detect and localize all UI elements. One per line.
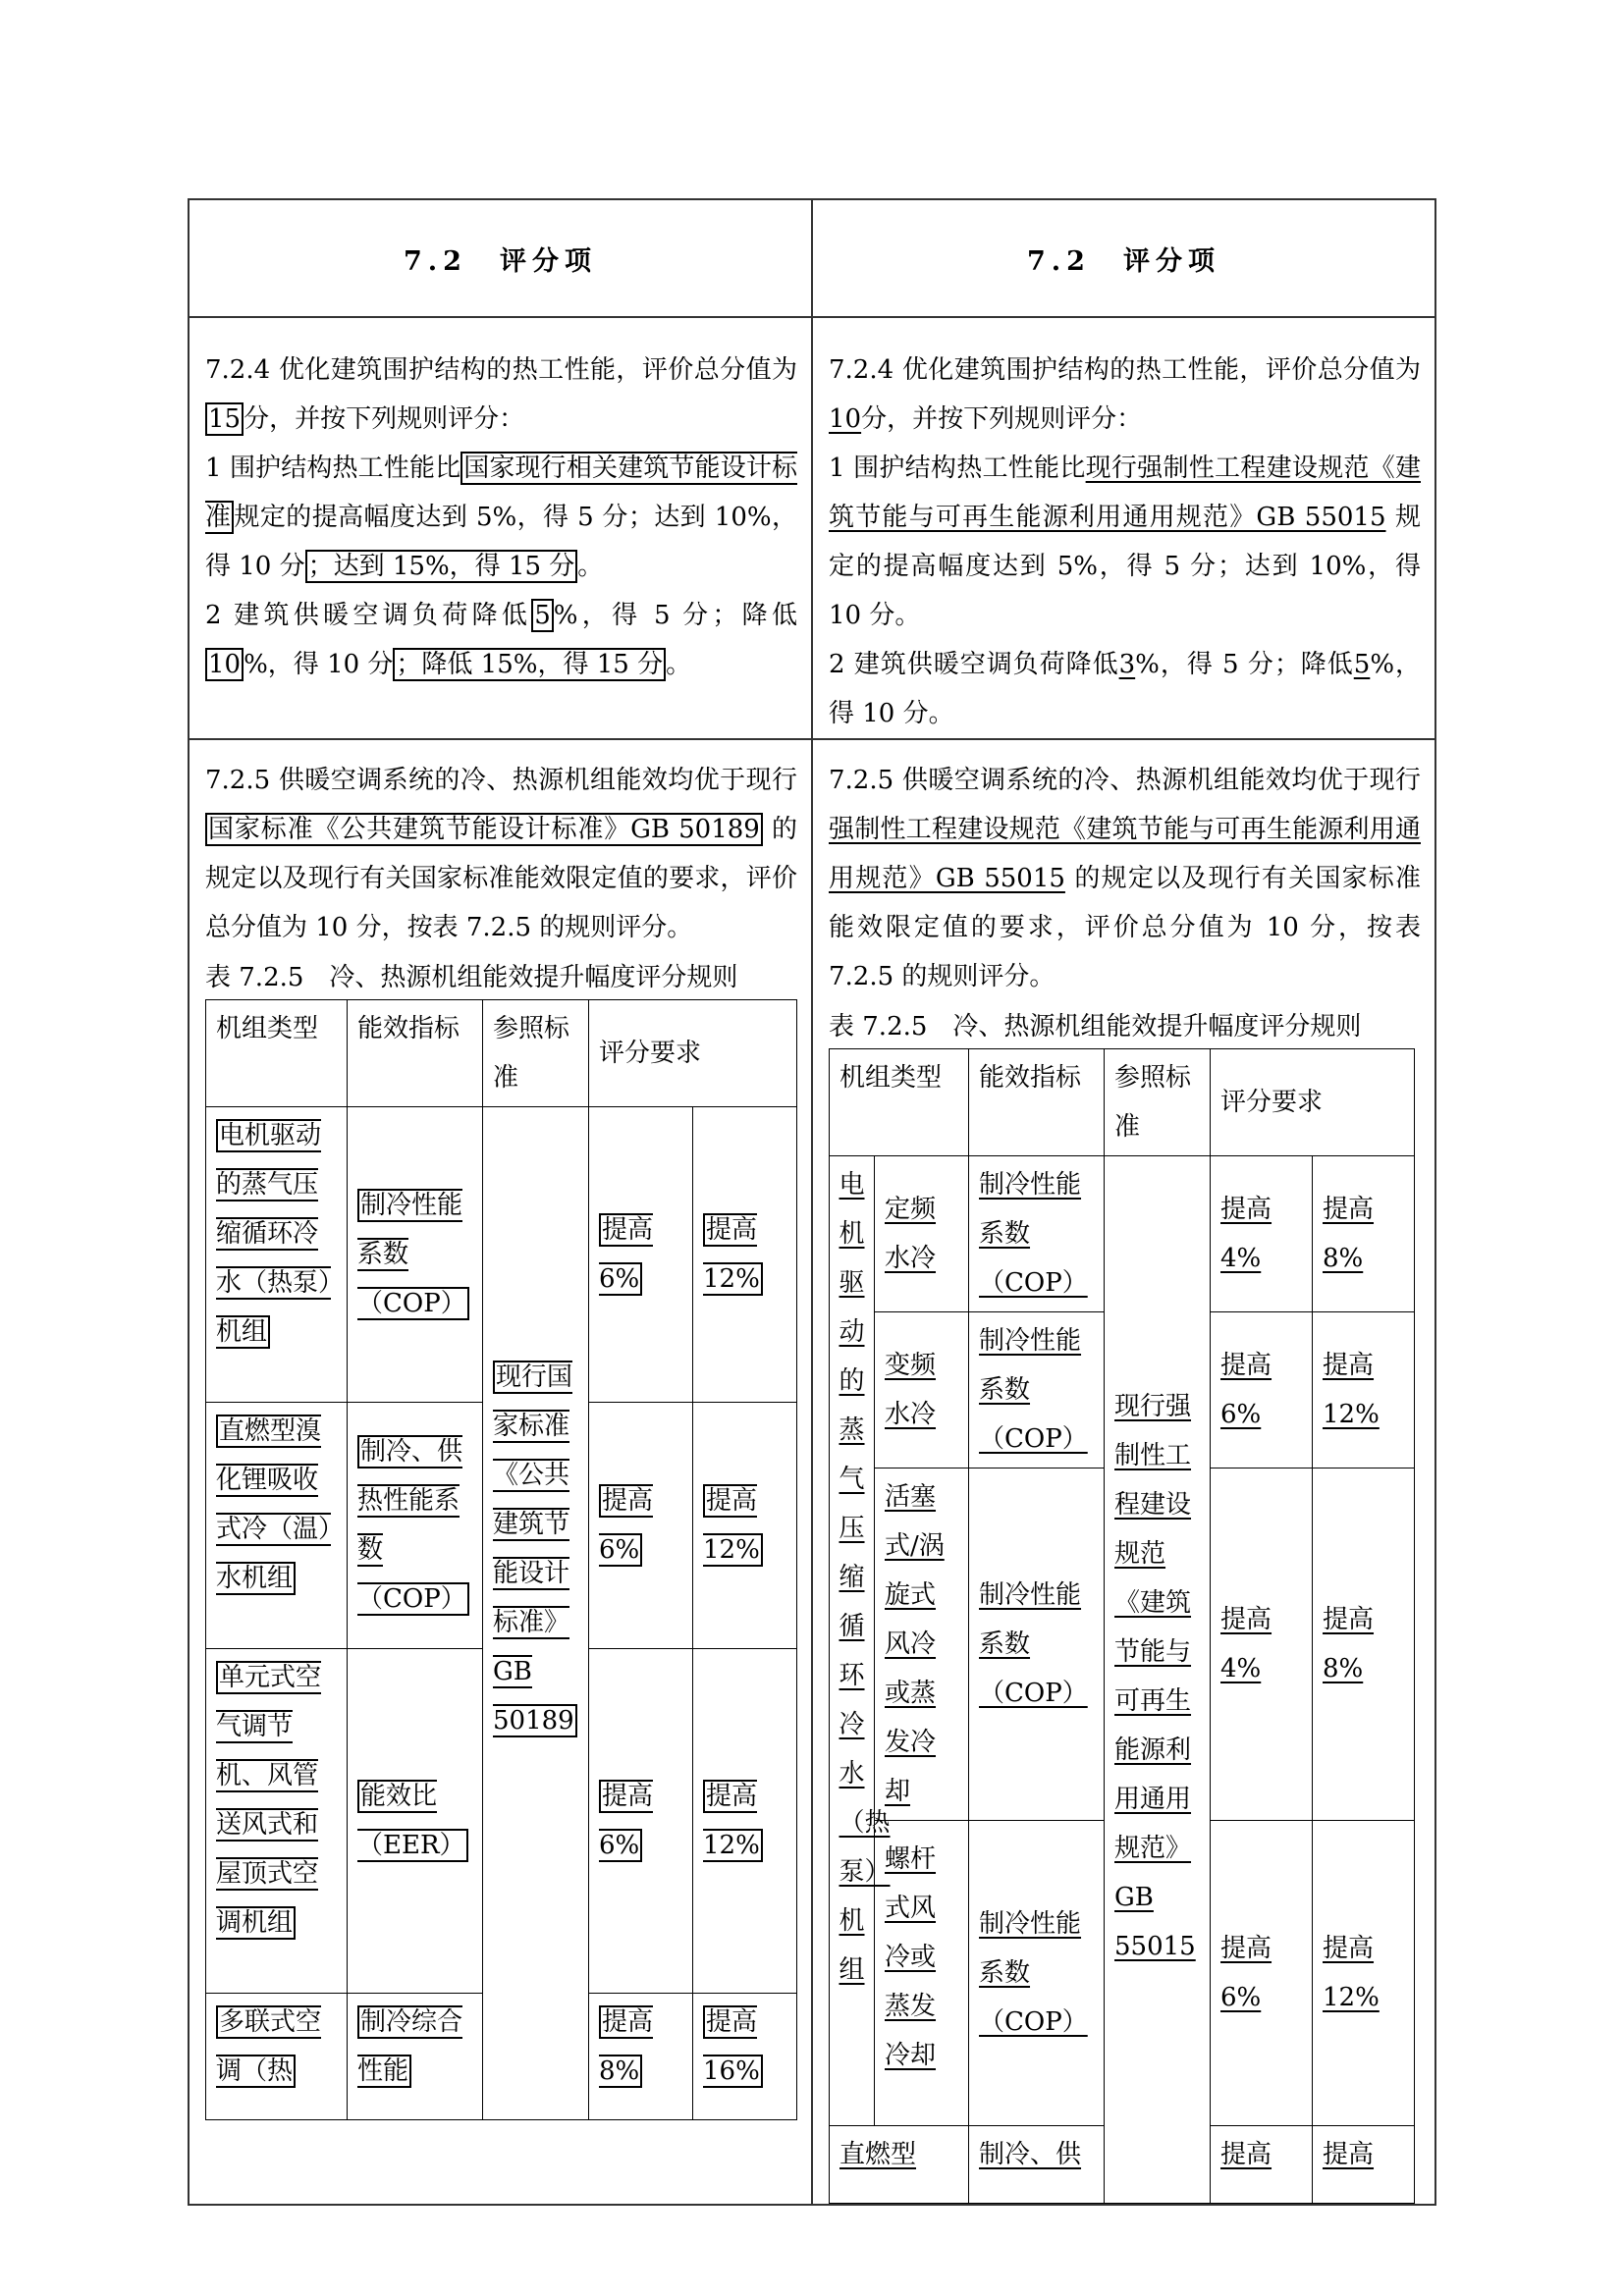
col-header: 机组类型 [206, 1000, 348, 1107]
clause-725-new [812, 739, 1435, 2205]
metric: 制冷性能系数（COP） [357, 1189, 469, 1320]
requirement: 提高 6% [599, 1782, 654, 1860]
clause-724-new [812, 317, 1435, 739]
table-row [830, 1156, 1415, 1312]
clause-724-old [189, 317, 812, 739]
text: 7.2.4 优化建筑围护结构的热工性能，评价总分值为 [829, 355, 1421, 385]
unit-type: 螺杆式风冷或蒸发冷却 [885, 1844, 937, 2070]
unit-type: 单元式空气调节机、风管送风式和屋顶式空调机组 [216, 1663, 322, 1938]
requirement: 提高 6% [599, 1486, 654, 1565]
right-header: 7.2 评分项 [812, 199, 1435, 317]
text: 7.2.5 供暖空调系统的冷、热源机组能效均优于现行 [829, 766, 1421, 795]
requirement: 提高 12% [703, 1484, 763, 1567]
metric: 制冷性能系数（COP） [979, 1170, 1088, 1298]
col-header: 评分要求 [1211, 1049, 1415, 1156]
requirement: 提高 6% [1220, 1351, 1272, 1429]
unit-type: 多联式空调（热 [216, 2007, 322, 2086]
text: 1 围护结构热工性能比 [829, 454, 1086, 483]
clause-725-old [189, 739, 812, 2205]
requirement: 提高 8% [1323, 1195, 1375, 1273]
metric: 制冷性能系数（COP） [979, 1326, 1088, 1454]
unit-type: 活塞式/涡旋式风冷或蒸发冷却 [885, 1482, 945, 1806]
requirement: 提高 [1323, 2140, 1375, 2169]
metric: 能效比（EER） [357, 1780, 468, 1862]
text: 分，并按下列规则评分： [861, 404, 1143, 434]
marked-value: 5 [531, 599, 554, 632]
text: 1 围护结构热工性能比 [205, 454, 461, 483]
new-rule-table [829, 1048, 1415, 2204]
text: 7.2.5 供暖空调系统的冷、热源机组能效均优于现行 [205, 766, 797, 795]
col-header: 能效指标 [969, 1049, 1105, 1156]
metric: 制冷、供热性能系数（COP） [357, 1435, 469, 1616]
changed-standard: 现行强制性工程建设规范《建筑节能与可再生能源利用通用规范》GB 55015 [829, 454, 1421, 532]
text: 规定的提高幅度达到 5%，得 5 分；达到 10%，得 10 分 [205, 503, 797, 581]
unit-type: 直燃型溴化锂吸收式冷（温）水机组 [216, 1416, 332, 1593]
requirement: 提高 12% [703, 1780, 763, 1862]
table-header-row [206, 1000, 797, 1107]
requirement: 提高 12% [703, 1213, 763, 1296]
requirement: 提高 [1220, 2140, 1272, 2169]
reference-standard: 现行强制性工程建设规范《建筑节能与可再生能源利用通用规范》GB 55015 [1114, 1392, 1196, 1961]
metric: 制冷性能系数（COP） [979, 1909, 1088, 2037]
text: %，得 5 分；降低 [553, 601, 797, 630]
table-header-row [830, 1049, 1415, 1156]
marked-standard: 国家标准《公共建筑节能设计标准》GB 50189 [205, 813, 763, 846]
marked-score: 15 [205, 402, 244, 436]
text: %，得 5 分；降低 [1135, 650, 1354, 679]
changed-value: 3 [1118, 650, 1136, 679]
requirement: 提高 16% [703, 2005, 763, 2088]
comparison-table [188, 198, 1436, 2206]
requirement: 提高 8% [1323, 1605, 1375, 1683]
col-header: 能效指标 [348, 1000, 483, 1107]
old-rule-table [205, 999, 797, 2120]
requirement: 提高 4% [1220, 1605, 1272, 1683]
col-header: 参照标准 [483, 1000, 589, 1107]
unit-type: 电机驱动的蒸气压缩循环冷水（热泵）机组 [216, 1121, 332, 1347]
text: 2 建筑供暖空调负荷降低 [205, 601, 532, 630]
requirement: 提高 6% [1220, 1934, 1272, 2012]
col-header: 机组类型 [830, 1049, 969, 1156]
col-header: 评分要求 [589, 1000, 797, 1107]
text: 的规定以及现行有关国家标准能效限定值的要求，评价总分值为 10 分，按表 7.2.5 的规则评分。 [205, 815, 798, 942]
text: 规定的提高幅度达到 5%，得 5 分；达到 10%，得 10 分。 [829, 503, 1421, 630]
table-caption: 表 7.2.5 冷、热源机组能效提升幅度评分规则 [205, 963, 738, 992]
text: 。 [577, 552, 604, 581]
marked-standard: 国家现行相关建筑节能设计标准 [205, 454, 797, 532]
left-header: 7.2 评分项 [189, 199, 812, 317]
table-row [206, 1107, 797, 1403]
unit-type: 定频水冷 [885, 1195, 937, 1273]
metric: 制冷综合性能 [357, 2007, 463, 2086]
text: %，得 10 分。 [829, 650, 1421, 728]
text: %，得 10 分 [244, 650, 394, 679]
unit-group: 电机驱动的蒸气压缩循环冷水（热泵）机组 [839, 1170, 891, 1985]
unit-type: 直燃型 [839, 2140, 917, 2169]
text: 7.2.4 优化建筑围护结构的热工性能，评价总分值为 [205, 355, 797, 385]
marked-deletion: ；降低 15%，得 15 分 [393, 648, 666, 681]
unit-type: 变频水冷 [885, 1351, 937, 1429]
metric: 制冷、供 [979, 2140, 1082, 2169]
requirement: 提高 8% [599, 2007, 654, 2086]
text: 2 建筑供暖空调负荷降低 [829, 650, 1119, 679]
requirement: 提高 12% [1323, 1934, 1380, 2012]
requirement: 提高 4% [1220, 1195, 1272, 1273]
text: 。 [666, 650, 692, 679]
text: 的规定以及现行有关国家标准能效限定值的要求，评价总分值为 10 分，按表 7.2.5 的规则评分。 [829, 864, 1421, 991]
reference-standard: 现行国家标准《公共建筑节能设计标准》GB 50189 [493, 1361, 577, 1737]
changed-score: 10 [829, 404, 862, 434]
requirement: 提高 12% [1323, 1351, 1380, 1429]
changed-standard: 强制性工程建设规范《建筑节能与可再生能源利用通用规范》GB 55015 [829, 815, 1421, 893]
table-caption: 表 7.2.5 冷、热源机组能效提升幅度评分规则 [829, 1012, 1362, 1041]
marked-deletion: ；达到 15%，得 15 分 [305, 550, 578, 583]
marked-value: 10 [205, 648, 244, 681]
metric: 制冷性能系数（COP） [979, 1580, 1088, 1708]
requirement: 提高 6% [599, 1215, 654, 1294]
changed-value: 5 [1353, 650, 1371, 679]
col-header: 参照标准 [1105, 1049, 1211, 1156]
text: 分，并按下列规则评分： [244, 404, 525, 434]
